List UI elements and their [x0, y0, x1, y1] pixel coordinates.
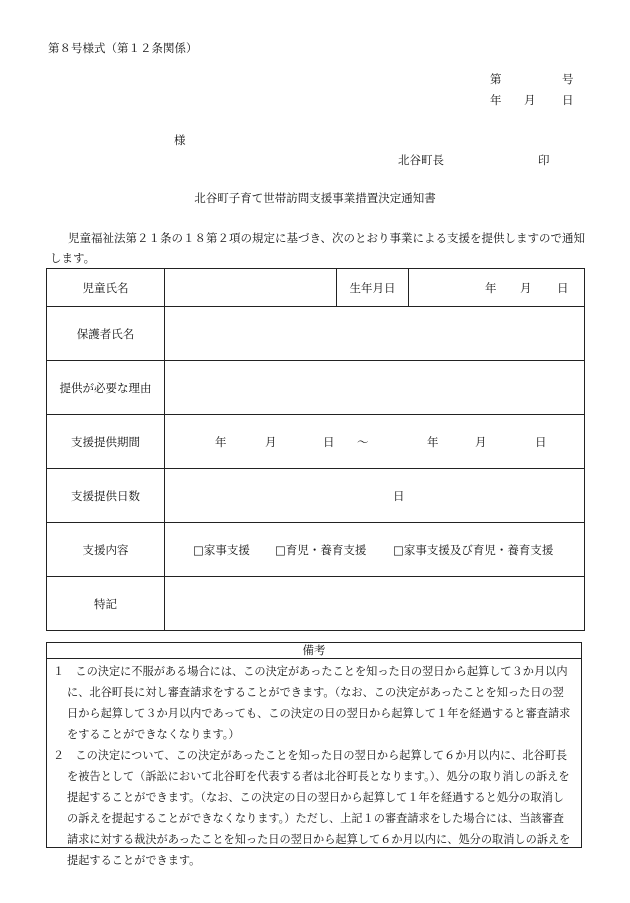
period-start-month: 月 — [265, 434, 277, 449]
days-label: 支援提供日数 — [47, 469, 165, 523]
row-content — [47, 523, 585, 577]
document-number-suffix: 号 — [562, 72, 574, 86]
addressee-suffix: 様 — [174, 133, 186, 147]
period-tilde: ～ — [357, 434, 369, 449]
issue-date-month: 月 — [524, 93, 536, 107]
birth-month-unit: 月 — [520, 280, 532, 295]
child-name-label: 児童氏名 — [47, 269, 165, 307]
content-label: 支援内容 — [47, 523, 165, 577]
notes-label: 特記 — [47, 577, 165, 631]
remarks-box — [46, 642, 582, 867]
child-name-field — [165, 269, 337, 307]
remarks-item-2: ２ この決定について、この決定があったことを知った日の翌日から起算して６か月以内に、北谷町長を被告として（訴訟において北谷町を代表する者は北谷町長となります。）、処分の取り消しの訴えを提起することができます。（なお、この決定の日の翌日から起算して１年を経過すると処分の取消しの訴えを提起することができなくなります。）ただし、上記１の審査請求をした場合には、当該審査請求に対する裁決があったことを知った日の翌日から起算して６か月以内に、処分の取消しの訴えを提起することができます。 — [53, 749, 571, 867]
option-childcare[interactable]: □育児・養育支援 — [275, 542, 367, 557]
row-days — [47, 469, 585, 523]
issue-date-day: 日 — [562, 93, 574, 107]
form-number: 第８号様式（第１２条関係） — [48, 41, 198, 55]
days-unit: 日 — [393, 488, 405, 503]
reason-field — [165, 361, 585, 415]
remarks-heading: 備考 — [47, 643, 581, 659]
guardian-name-field — [165, 307, 585, 361]
period-start-year: 年 — [215, 434, 227, 449]
period-field — [165, 415, 585, 469]
document-number-prefix: 第 — [490, 72, 502, 86]
birth-year-unit: 年 — [485, 280, 497, 295]
sender-name: 北谷町長 — [398, 153, 444, 167]
birth-date-field — [409, 269, 585, 307]
period-start-day: 日 — [323, 434, 335, 449]
reason-label: 提供が必要な理由 — [47, 361, 165, 415]
birth-day-unit: 日 — [557, 280, 569, 295]
birth-date-label: 生年月日 — [337, 269, 409, 307]
row-notes — [47, 577, 585, 631]
decision-table — [46, 268, 585, 631]
intro-text: 児童福祉法第２１条の１８第２項の規定に基づき、次のとおり事業による支援を提供しますので通知します。 — [50, 231, 586, 265]
option-housework[interactable]: □家事支援 — [193, 542, 250, 557]
period-end-year: 年 — [427, 434, 439, 449]
document-title: 北谷町子育て世帯訪問支援事業措置決定通知書 — [194, 191, 436, 205]
seal-mark: 印 — [538, 153, 550, 167]
row-reason — [47, 361, 585, 415]
remarks-item-1: １ この決定に不服がある場合には、この決定があったことを知った日の翌日から起算して３か月以内に、北谷町長に対し審査請求をすることができます。（なお、この決定があったことを知った日の翌日から起算して３か月以内であっても、この決定の日の翌日から起算して１年を経過すると審査請求をすることができなくなります。） — [53, 665, 571, 741]
period-end-month: 月 — [475, 434, 487, 449]
period-label: 支援提供期間 — [47, 415, 165, 469]
row-period — [47, 415, 585, 469]
row-child — [47, 269, 585, 307]
issue-date-year: 年 — [490, 93, 502, 107]
guardian-name-label: 保護者氏名 — [47, 307, 165, 361]
notes-field — [165, 577, 585, 631]
option-both[interactable]: □家事支援及び育児・養育支援 — [393, 542, 554, 557]
row-guardian — [47, 307, 585, 361]
days-field — [165, 469, 585, 523]
content-field — [165, 523, 585, 577]
period-end-day: 日 — [535, 434, 547, 449]
